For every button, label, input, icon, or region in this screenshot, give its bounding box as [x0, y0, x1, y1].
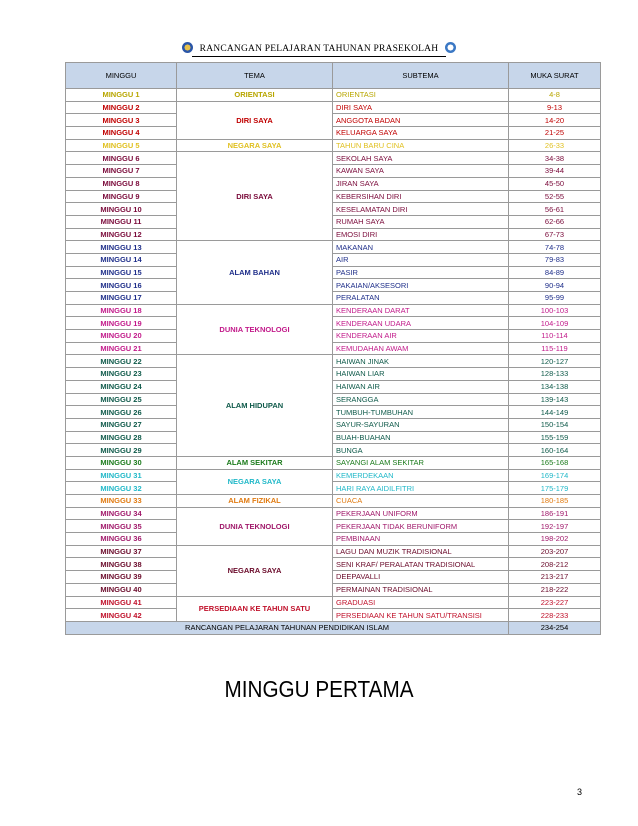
cell-subtema: PEMBINAAN — [333, 533, 509, 546]
cell-subtema: ORIENTASI — [333, 89, 509, 102]
cell-muka-surat: 155-159 — [509, 431, 601, 444]
cell-minggu: MINGGU 14 — [66, 253, 177, 266]
cell-tema: DUNIA TEKNOLOGI — [177, 507, 333, 545]
cell-muka-surat: 213-217 — [509, 571, 601, 584]
cell-subtema: PAKAIAN/AKSESORI — [333, 279, 509, 292]
table-row — [66, 127, 601, 140]
table-row — [66, 165, 601, 178]
cell-minggu: MINGGU 26 — [66, 406, 177, 419]
cell-subtema: RUMAH SAYA — [333, 215, 509, 228]
col-header-minggu: MINGGU — [66, 63, 177, 89]
cell-muka-surat: 74-78 — [509, 241, 601, 254]
cell-minggu: MINGGU 41 — [66, 596, 177, 609]
table-row — [66, 444, 601, 457]
cell-subtema: ANGGOTA BADAN — [333, 114, 509, 127]
table-row — [66, 114, 601, 127]
cell-muka-surat: 14-20 — [509, 114, 601, 127]
cell-muka-surat: 56-61 — [509, 203, 601, 216]
table-row — [66, 469, 601, 482]
cell-subtema: TUMBUH-TUMBUHAN — [333, 406, 509, 419]
cell-muka-surat: 203-207 — [509, 545, 601, 558]
cell-minggu: MINGGU 5 — [66, 139, 177, 152]
cell-minggu: MINGGU 32 — [66, 482, 177, 495]
cell-minggu: MINGGU 2 — [66, 101, 177, 114]
table-row — [66, 368, 601, 381]
cell-minggu: MINGGU 1 — [66, 89, 177, 102]
cell-minggu: MINGGU 40 — [66, 583, 177, 596]
cell-subtema: CUACA — [333, 495, 509, 508]
cell-subtema: KAWAN SAYA — [333, 165, 509, 178]
section-title: MINGGU PERTAMA — [224, 676, 414, 702]
cell-minggu: MINGGU 35 — [66, 520, 177, 533]
cell-minggu: MINGGU 6 — [66, 152, 177, 165]
cell-tema: ALAM BAHAN — [177, 241, 333, 304]
cell-subtema: BUNGA — [333, 444, 509, 457]
cell-muka-surat: 67-73 — [509, 228, 601, 241]
footer-label: RANCANGAN PELAJARAN TAHUNAN PENDIDIKAN ISLAM — [66, 621, 509, 634]
cell-subtema: KENDERAAN DARAT — [333, 304, 509, 317]
cell-muka-surat: 134-138 — [509, 380, 601, 393]
cell-subtema: PEKERJAAN UNIFORM — [333, 507, 509, 520]
cell-subtema: MAKANAN — [333, 241, 509, 254]
table-row — [66, 266, 601, 279]
cell-muka-surat: 4-8 — [509, 89, 601, 102]
cell-tema: NEGARA SAYA — [177, 469, 333, 494]
cell-muka-surat: 175-179 — [509, 482, 601, 495]
cell-tema: NEGARA SAYA — [177, 139, 333, 152]
cell-subtema: SAYUR-SAYURAN — [333, 418, 509, 431]
cell-muka-surat: 84-89 — [509, 266, 601, 279]
cell-muka-surat: 144-149 — [509, 406, 601, 419]
table-row — [66, 596, 601, 609]
cell-muka-surat: 192-197 — [509, 520, 601, 533]
table-row — [66, 215, 601, 228]
cell-minggu: MINGGU 30 — [66, 456, 177, 469]
table-row — [66, 583, 601, 596]
cell-tema: DIRI SAYA — [177, 152, 333, 241]
cell-subtema: PASIR — [333, 266, 509, 279]
table-body — [66, 89, 601, 622]
table-row — [66, 253, 601, 266]
cell-muka-surat: 186-191 — [509, 507, 601, 520]
cell-subtema: KEMERDEKAAN — [333, 469, 509, 482]
cell-subtema: KESELAMATAN DIRI — [333, 203, 509, 216]
cell-minggu: MINGGU 7 — [66, 165, 177, 178]
cell-minggu: MINGGU 42 — [66, 609, 177, 622]
cell-minggu: MINGGU 20 — [66, 330, 177, 343]
cell-subtema: TAHUN BARU CINA — [333, 139, 509, 152]
cell-minggu: MINGGU 24 — [66, 380, 177, 393]
cell-muka-surat: 198-202 — [509, 533, 601, 546]
cell-subtema: HARI RAYA AIDILFITRI — [333, 482, 509, 495]
table-row — [66, 558, 601, 571]
cell-muka-surat: 218-222 — [509, 583, 601, 596]
table-row — [66, 190, 601, 203]
cell-minggu: MINGGU 38 — [66, 558, 177, 571]
col-header-subtema: SUBTEMA — [333, 63, 509, 89]
table-header-row — [66, 63, 601, 89]
table-row — [66, 393, 601, 406]
table-row — [66, 431, 601, 444]
table-row — [66, 507, 601, 520]
cell-minggu: MINGGU 37 — [66, 545, 177, 558]
cell-subtema: JIRAN SAYA — [333, 177, 509, 190]
cell-minggu: MINGGU 3 — [66, 114, 177, 127]
cell-subtema: LAGU DAN MUZIK TRADISIONAL — [333, 545, 509, 558]
cell-muka-surat: 9-13 — [509, 101, 601, 114]
table-row — [66, 101, 601, 114]
table-row — [66, 241, 601, 254]
cell-subtema: PERSEDIAAN KE TAHUN SATU/TRANSISI — [333, 609, 509, 622]
cell-muka-surat: 180-185 — [509, 495, 601, 508]
cell-subtema: KENDERAAN UDARA — [333, 317, 509, 330]
table-row — [66, 292, 601, 305]
cell-muka-surat: 39-44 — [509, 165, 601, 178]
cell-subtema: SERANGGA — [333, 393, 509, 406]
table-row — [66, 177, 601, 190]
header-title: RANCANGAN PELAJARAN TAHUNAN PRASEKOLAH — [199, 44, 439, 54]
cell-tema: ALAM SEKITAR — [177, 456, 333, 469]
cell-minggu: MINGGU 28 — [66, 431, 177, 444]
cell-subtema: KEBERSIHAN DIRI — [333, 190, 509, 203]
cell-muka-surat: 62-66 — [509, 215, 601, 228]
cell-subtema: KELUARGA SAYA — [333, 127, 509, 140]
table-row — [66, 317, 601, 330]
cell-muka-surat: 139-143 — [509, 393, 601, 406]
cell-tema: NEGARA SAYA — [177, 545, 333, 596]
cell-subtema: AIR — [333, 253, 509, 266]
cell-tema: DIRI SAYA — [177, 101, 333, 139]
cell-muka-surat: 34-38 — [509, 152, 601, 165]
table-row — [66, 533, 601, 546]
cell-muka-surat: 150-154 — [509, 418, 601, 431]
cell-subtema: DIRI SAYA — [333, 101, 509, 114]
table-footer-row — [66, 621, 601, 634]
table-row — [66, 520, 601, 533]
cell-subtema: DEEPAVALLI — [333, 571, 509, 584]
cell-minggu: MINGGU 33 — [66, 495, 177, 508]
table-row — [66, 152, 601, 165]
table-row — [66, 279, 601, 292]
table-row — [66, 495, 601, 508]
cell-subtema: KENDERAAN AIR — [333, 330, 509, 343]
cell-tema: ALAM HIDUPAN — [177, 355, 333, 457]
cell-muka-surat: 79-83 — [509, 253, 601, 266]
table-row — [66, 342, 601, 355]
cell-subtema: HAIWAN AIR — [333, 380, 509, 393]
cell-minggu: MINGGU 4 — [66, 127, 177, 140]
cell-subtema: SEKOLAH SAYA — [333, 152, 509, 165]
cell-subtema: SENI KRAF/ PERALATAN TRADISIONAL — [333, 558, 509, 571]
cell-minggu: MINGGU 34 — [66, 507, 177, 520]
cell-minggu: MINGGU 21 — [66, 342, 177, 355]
cell-minggu: MINGGU 18 — [66, 304, 177, 317]
table-row — [66, 139, 601, 152]
cell-subtema: SAYANGI ALAM SEKITAR — [333, 456, 509, 469]
cell-minggu: MINGGU 27 — [66, 418, 177, 431]
cell-subtema: PEKERJAAN TIDAK BERUNIFORM — [333, 520, 509, 533]
cell-muka-surat: 160-164 — [509, 444, 601, 457]
cell-minggu: MINGGU 10 — [66, 203, 177, 216]
ministry-crest-icon — [445, 42, 456, 53]
cell-muka-surat: 120-127 — [509, 355, 601, 368]
cell-tema: PERSEDIAAN KE TAHUN SATU — [177, 596, 333, 621]
table-row — [66, 380, 601, 393]
cell-minggu: MINGGU 11 — [66, 215, 177, 228]
footer-page: 234-254 — [509, 621, 601, 634]
cell-muka-surat: 208-212 — [509, 558, 601, 571]
cell-muka-surat: 90-94 — [509, 279, 601, 292]
cell-tema: DUNIA TEKNOLOGI — [177, 304, 333, 355]
table-row — [66, 228, 601, 241]
cell-muka-surat: 100-103 — [509, 304, 601, 317]
schedule-table — [65, 62, 601, 635]
cell-minggu: MINGGU 23 — [66, 368, 177, 381]
table-row — [66, 355, 601, 368]
table-row — [66, 304, 601, 317]
cell-minggu: MINGGU 9 — [66, 190, 177, 203]
cell-minggu: MINGGU 22 — [66, 355, 177, 368]
cell-subtema: GRADUASI — [333, 596, 509, 609]
cell-tema: ALAM FIZIKAL — [177, 495, 333, 508]
cell-muka-surat: 115-119 — [509, 342, 601, 355]
cell-minggu: MINGGU 15 — [66, 266, 177, 279]
cell-muka-surat: 104-109 — [509, 317, 601, 330]
cell-muka-surat: 165-168 — [509, 456, 601, 469]
cell-minggu: MINGGU 29 — [66, 444, 177, 457]
cell-minggu: MINGGU 12 — [66, 228, 177, 241]
cell-subtema: KEMUDAHAN AWAM — [333, 342, 509, 355]
table-row — [66, 418, 601, 431]
page-header — [0, 42, 638, 54]
table-row — [66, 203, 601, 216]
cell-muka-surat: 169-174 — [509, 469, 601, 482]
cell-minggu: MINGGU 17 — [66, 292, 177, 305]
col-header-tema: TEMA — [177, 63, 333, 89]
cell-subtema: HAIWAN LIAR — [333, 368, 509, 381]
page-number: 3 — [577, 787, 583, 797]
cell-muka-surat: 52-55 — [509, 190, 601, 203]
col-header-muka-surat: MUKA SURAT — [509, 63, 601, 89]
cell-minggu: MINGGU 13 — [66, 241, 177, 254]
cell-subtema: EMOSI DIRI — [333, 228, 509, 241]
cell-muka-surat: 110-114 — [509, 330, 601, 343]
cell-minggu: MINGGU 31 — [66, 469, 177, 482]
cell-subtema: PERALATAN — [333, 292, 509, 305]
cell-minggu: MINGGU 36 — [66, 533, 177, 546]
cell-muka-surat: 228-233 — [509, 609, 601, 622]
table-row — [66, 545, 601, 558]
cell-minggu: MINGGU 16 — [66, 279, 177, 292]
cell-subtema: BUAH-BUAHAN — [333, 431, 509, 444]
cell-subtema: HAIWAN JINAK — [333, 355, 509, 368]
cell-subtema: PERMAINAN TRADISIONAL — [333, 583, 509, 596]
cell-minggu: MINGGU 8 — [66, 177, 177, 190]
cell-tema: ORIENTASI — [177, 89, 333, 102]
header-rule — [192, 56, 446, 57]
cell-muka-surat: 26-33 — [509, 139, 601, 152]
cell-minggu: MINGGU 25 — [66, 393, 177, 406]
table-row — [66, 89, 601, 102]
table-row — [66, 609, 601, 622]
table-row — [66, 330, 601, 343]
cell-muka-surat: 223-227 — [509, 596, 601, 609]
table-row — [66, 571, 601, 584]
cell-muka-surat: 21-25 — [509, 127, 601, 140]
cell-minggu: MINGGU 19 — [66, 317, 177, 330]
table-row — [66, 482, 601, 495]
cell-muka-surat: 128-133 — [509, 368, 601, 381]
cell-muka-surat: 45-50 — [509, 177, 601, 190]
cell-muka-surat: 95-99 — [509, 292, 601, 305]
cell-minggu: MINGGU 39 — [66, 571, 177, 584]
table-row — [66, 456, 601, 469]
school-logo-icon — [182, 42, 193, 53]
table-row — [66, 406, 601, 419]
